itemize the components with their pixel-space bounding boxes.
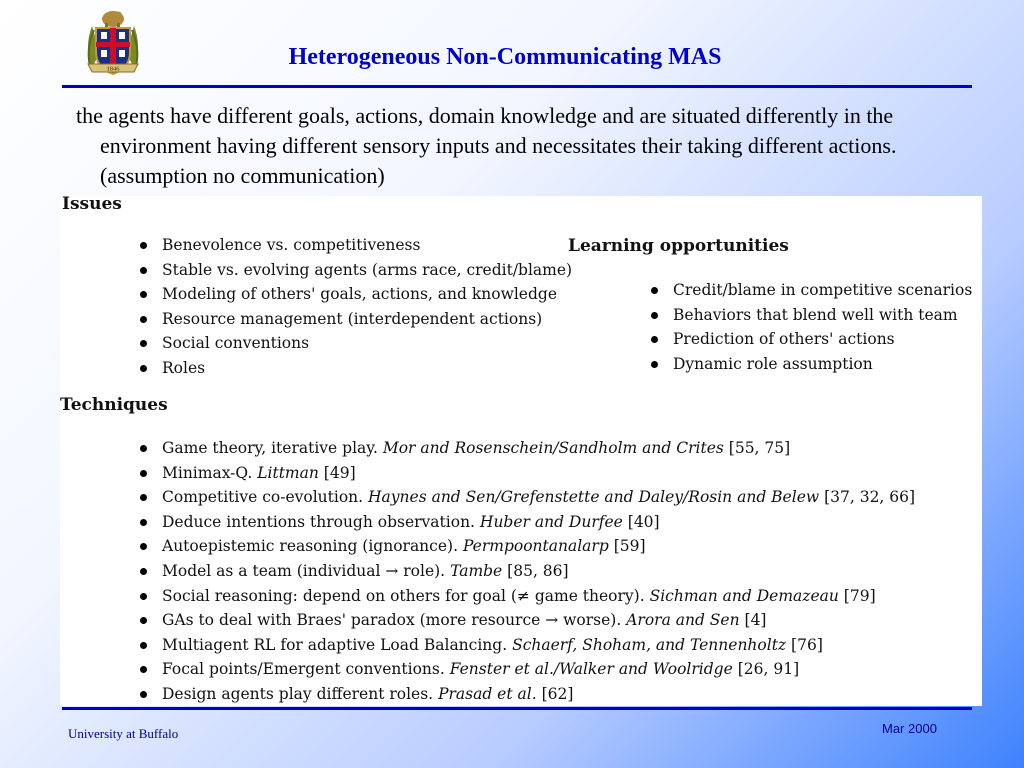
technique-text: GAs to deal with Braes' paradox (more resource → worse). [162,611,622,630]
technique-refs: [40] [627,512,660,531]
technique-text: Design agents play different roles. [162,684,434,703]
technique-refs: [62] [541,684,574,703]
technique-text: Social reasoning: depend on others for goal (≠ game theory). [162,586,645,605]
technique-text: Game theory, iterative play. [162,439,378,457]
technique-text: Minimax-Q. [162,463,253,482]
technique-text: Model as a team (individual → role). [162,561,446,580]
learning-list [651,278,972,376]
technique-text: Deduce intentions through observation. [162,512,475,531]
technique-refs: [79] [843,586,876,605]
learning-item: Credit/blame in competitive scenarios [651,278,972,303]
issue-item: Benevolence vs. competitiveness [140,233,572,258]
technique-authors: Arora and Sen [626,611,740,630]
technique-item [140,657,915,682]
technique-item [140,682,915,707]
technique-item [140,461,915,486]
logo-year: 1846 [106,65,120,73]
learning-heading: Learning opportunities [568,236,789,256]
technique-item [140,485,915,510]
technique-item [140,608,915,633]
technique-authors: Schaerf, Shoham, and Tennenholtz [512,635,787,654]
technique-refs: [4] [744,611,767,630]
footer-divider [62,707,972,710]
technique-authors: Littman [257,463,319,482]
technique-authors: Sichman and Demazeau [649,586,839,605]
technique-authors: Prasad et al. [438,684,537,703]
issue-item: Modeling of others' goals, actions, and knowledge [140,282,572,307]
technique-refs: [85, 86] [507,561,569,580]
technique-text: Autoepistemic reasoning (ignorance). [162,537,458,556]
learning-item: Prediction of others' actions [651,327,972,352]
technique-item [140,436,915,461]
slide-title: Heterogeneous Non-Communicating MAS [288,44,722,70]
technique-authors: Fenster et al./Walker and Woolridge [449,660,733,679]
technique-item [140,559,915,584]
figure-panel [60,196,982,706]
technique-item [140,534,915,559]
learning-item: Behaviors that blend well with team [651,303,972,328]
issue-item: Social conventions [140,331,572,356]
technique-authors: Huber and Durfee [479,512,623,531]
technique-authors: Haynes and Sen/Grefenstette and Daley/Rosin and Belew [368,488,820,507]
technique-item [140,633,915,658]
technique-authors: Mor and Rosenschein/Sandholm and Crites [382,439,724,457]
body-paragraph: the agents have different goals, actions, domain knowledge and are situated differently in the environment having different sensory inputs and necessitates their taking different actions.(assumption no communication) [76,103,897,188]
technique-refs: [37, 32, 66] [824,488,916,507]
technique-refs: [55, 75] [728,439,791,457]
techniques-list [140,436,915,707]
title-divider [62,85,972,88]
technique-refs: [49] [323,463,356,482]
issues-list [140,233,572,381]
issues-heading: Issues [62,194,122,214]
footer-date: Mar 2000 [882,721,937,736]
technique-text: Multiagent RL for adaptive Load Balancing. [162,635,508,654]
footer-institution: University at Buffalo [68,726,179,741]
issue-item: Roles [140,356,572,381]
technique-refs: [26, 91] [737,660,800,679]
issue-item: Stable vs. evolving agents (arms race, credit/blame) [140,258,572,283]
technique-text: Competitive co-evolution. [162,488,364,507]
technique-refs: [59] [613,537,646,556]
technique-authors: Tambe [450,561,503,580]
techniques-heading: Techniques [60,395,168,415]
issue-item: Resource management (interdependent actions) [140,307,572,332]
learning-item: Dynamic role assumption [651,352,972,377]
technique-refs: [76] [791,635,823,654]
technique-item [140,510,915,535]
technique-item [140,584,915,609]
technique-authors: Permpoontanalarp [462,537,609,556]
technique-text: Focal points/Emergent conventions. [162,660,445,679]
